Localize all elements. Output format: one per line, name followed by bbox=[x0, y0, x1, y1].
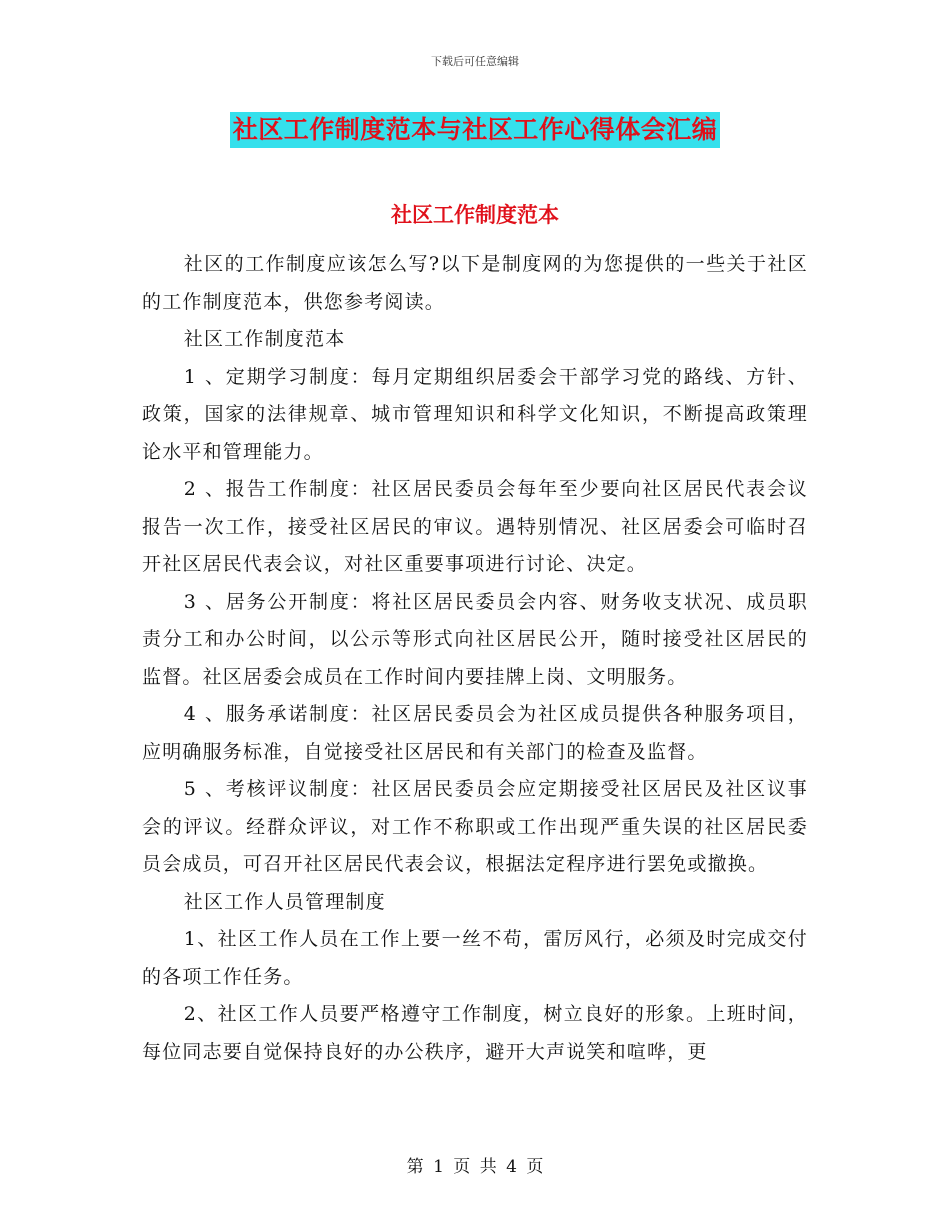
page-header-note: 下载后可任意编辑 bbox=[431, 55, 519, 68]
paragraph-item-3: 3 、居务公开制度：将社区居民委员会内容、财务收支状况、成员职责分工和办公时间，以公示等形式向社区居民公开，随时接受社区居民的监督。社区居委会成员在工作时间内要挂牌上岗、文明服务。 bbox=[142, 590, 808, 688]
paragraph-item-4: 4 、服务承诺制度：社区居民委员会为社区成员提供各种服务项目，应明确服务标准，自觉接受社区居民和有关部门的检查及监督。 bbox=[142, 703, 808, 763]
page-footer: 第 1 页 共 4 页 bbox=[406, 1157, 544, 1177]
paragraph-subheading-2: 社区工作人员管理制度 bbox=[183, 890, 386, 913]
paragraph-item-2: 2 、报告工作制度：社区居民委员会每年至少要向社区居民代表会议报告一次工作，接受社区居民的审议。遇特别情况、社区居委会可临时召开社区居民代表会议，对社区重要事项进行讨论、决定。 bbox=[142, 478, 808, 575]
paragraph-staff-1: 1、社区工作人员在工作上要一丝不苟，雷厉风行，必须及时完成交付的各项工作任务。 bbox=[142, 928, 808, 988]
paragraph-intro: 社区的工作制度应该怎么写?以下是制度网的为您提供的一些关于社区的工作制度范本，供您参考阅读。 bbox=[142, 253, 808, 313]
document-title: 社区工作制度范本与社区工作心得体会汇编 bbox=[230, 112, 721, 148]
paragraph-item-5: 5 、考核评议制度：社区居民委员会应定期接受社区居民及社区议事会的评议。经群众评议，对工作不称职或工作出现严重失误的社区居民委员会成员，可召开社区居民代表会议，根据法定程序进行罢免或撤换。 bbox=[142, 778, 808, 875]
document-title-container bbox=[0, 112, 950, 148]
section-title: 社区工作制度范本 bbox=[391, 202, 559, 227]
paragraph-subheading: 社区工作制度范本 bbox=[183, 328, 346, 350]
document-body bbox=[142, 246, 808, 1071]
paragraph-staff-2: 2、社区工作人员要严格遵守工作制度，树立良好的形象。上班时间，每位同志要自觉保持良好的办公秩序，避开大声说笑和喧哗，更 bbox=[142, 1003, 808, 1063]
paragraph-item-1: 1 、定期学习制度：每月定期组织居委会干部学习党的路线、方针、政策，国家的法律规章、城市管理知识和科学文化知识，不断提高政策理论水平和管理能力。 bbox=[142, 365, 808, 463]
